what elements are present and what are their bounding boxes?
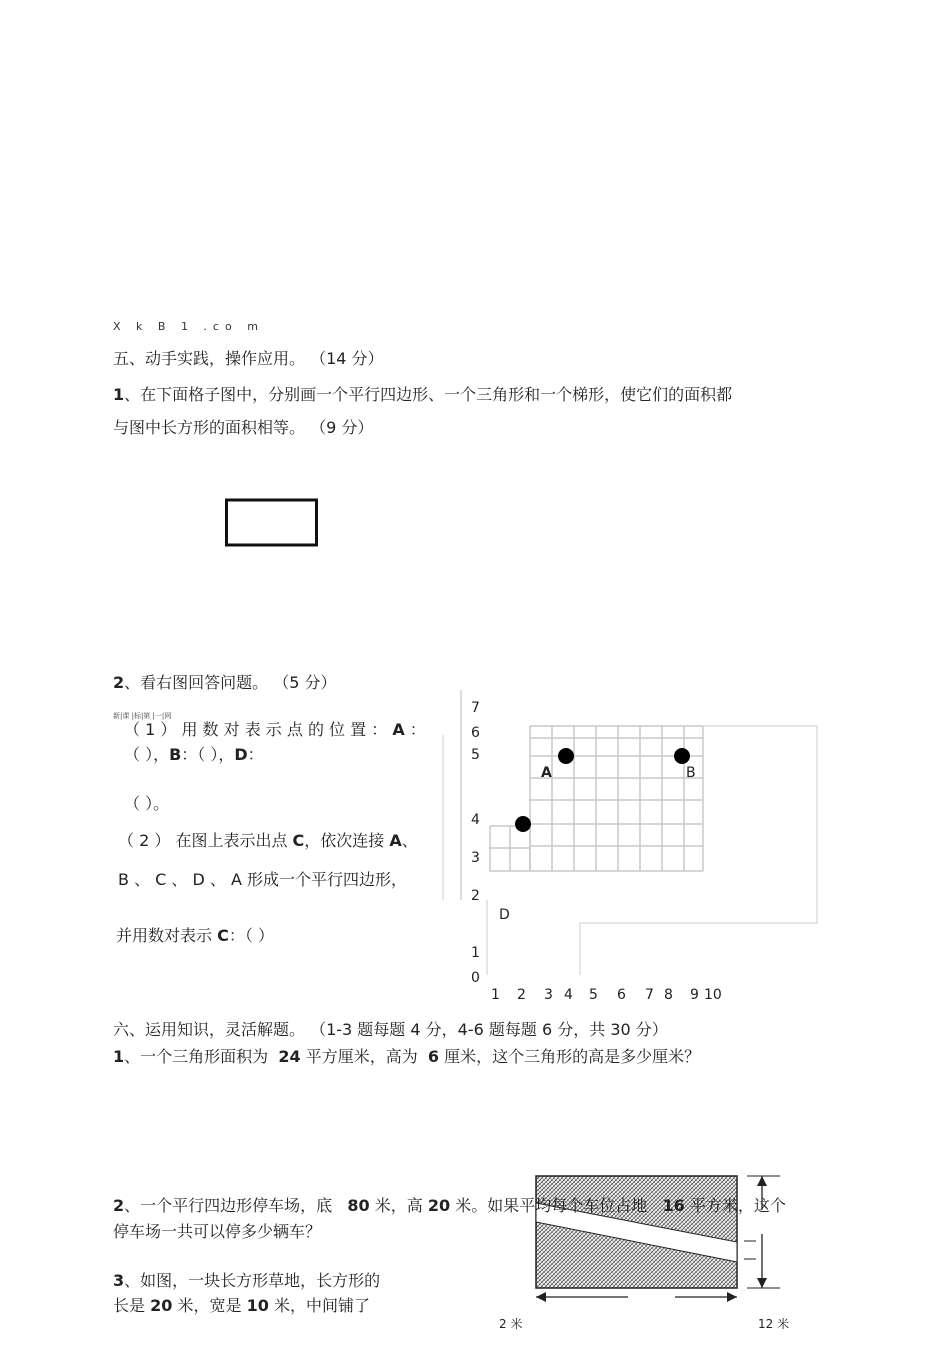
value: 6 [427,1047,440,1066]
q5-2-p2-line1 [118,831,418,851]
q5-2-p1-line2 [124,745,264,765]
y-label-6: 6 [471,725,480,741]
point-a-dot [558,748,574,764]
q5-2-p1-line1 [124,720,426,740]
q6-2-line1 [113,1196,786,1216]
text: ，依次连接 [304,831,385,850]
y-label-4: 4 [471,812,480,828]
value: 24 [278,1047,301,1066]
x-label-1: 1 [491,987,500,1003]
q-text: 、看右图回答问题。 （5 分） [124,673,337,692]
text: 、 [401,831,418,850]
q6-1 [113,1047,700,1067]
q6-3-line2 [113,1296,370,1316]
x-label-9: 9 [690,987,699,1003]
point-d-label: D [499,907,510,923]
point-dot [515,816,531,832]
text: 平方厘米，高为 [305,1047,418,1066]
q-number: 2 [113,673,125,692]
q-number: 2 [113,1196,125,1215]
text: 、一个平行四边形停车场，底 [124,1196,333,1215]
text: 米，宽是 [177,1296,242,1315]
watermark-text: X k B 1 .co m [113,320,264,333]
x-label-3: 3 [544,987,553,1003]
rectangle-figure [227,500,317,545]
label-d: D [234,745,248,764]
label-a: A [392,720,405,739]
q-number: 1 [113,385,125,404]
q-number: 3 [113,1271,125,1290]
text: 米，高 [374,1196,423,1215]
y-label-2: 2 [471,888,480,904]
y-label-1: 1 [471,945,480,961]
y-label-0: 0 [471,970,480,986]
label-a: A [389,831,402,850]
value: 16 [662,1196,685,1215]
point-a-label: A [541,765,552,781]
value: 20 [427,1196,451,1215]
q5-2-p2-line2: B 、 C 、 D 、 A 形成一个平行四边形， [118,870,408,889]
x-label-4: 4 [564,987,573,1003]
x-label-7: 7 [645,987,654,1003]
text: 长是 [113,1296,146,1315]
text: 米。如果平均每个车位占地 [455,1196,648,1215]
text: （ ）， [124,745,170,764]
section-5-heading: 五、动手实践，操作应用。 （14 分） [113,349,384,368]
point-b-label: B [686,765,696,781]
text: ：（ ）， [181,745,235,764]
point-b-dot [674,748,690,764]
x-label-5: 5 [589,987,598,1003]
value: 80 [347,1196,370,1215]
q5-2-p2-line3 [116,926,274,946]
lawn-label-right: 12 米 [758,1317,790,1331]
lawn-figure [536,1176,780,1302]
q-text: 、在下面格子图中，分别画一个平行四边形、一个三角形和一个梯形，使它们的面积都 [124,385,733,404]
label-c: C [217,926,229,945]
text: 并用数对表示 [116,926,213,945]
q5-2-p1-line3: （ ）。 [124,794,170,813]
q5-2-title [113,673,337,693]
y-label-5: 5 [471,747,480,763]
text: 、一个三角形面积为 [124,1047,269,1066]
x-label-2: 2 [517,987,526,1003]
y-label-7: 7 [471,700,480,716]
q-number: 1 [113,1047,125,1066]
text: ： [247,745,264,764]
section-6-heading: 六、运用知识，灵活解题。 （1-3 题每题 4 分，4-6 题每题 6 分，共 30 分） [113,1020,668,1039]
q5-1-line2: 与图中长方形的面积相等。 （9 分） [113,418,374,437]
text: 、如图，一块长方形草地，长方形的 [124,1271,381,1290]
x-label-10: 10 [704,987,722,1003]
value: 10 [246,1296,269,1315]
lawn-label-left: 2 米 [499,1317,523,1331]
text: （ 1 ） 用 数 对 表 示 点 的 位 置 ： [124,720,388,739]
text: ： [409,720,426,739]
q6-3-line1 [113,1271,380,1291]
y-label-3: 3 [471,850,480,866]
label-c: C [292,831,305,850]
q6-2-line2: 停车场一共可以停多少辆车？ [113,1222,322,1241]
text: 厘米，这个三角形的高是多少厘米？ [444,1047,701,1066]
text: 平方米，这个 [689,1196,786,1215]
x-label-8: 8 [664,987,673,1003]
coordinate-grid [443,690,817,975]
text: ：（ ） [228,926,274,945]
label-b: B [169,745,182,764]
x-label-6: 6 [617,987,626,1003]
text: 米，中间铺了 [273,1296,370,1315]
value: 20 [150,1296,173,1315]
text: （ 2 ） 在图上表示出点 [118,831,288,850]
watermark-small: 新|课 |标|第 |一|网 [113,712,172,720]
